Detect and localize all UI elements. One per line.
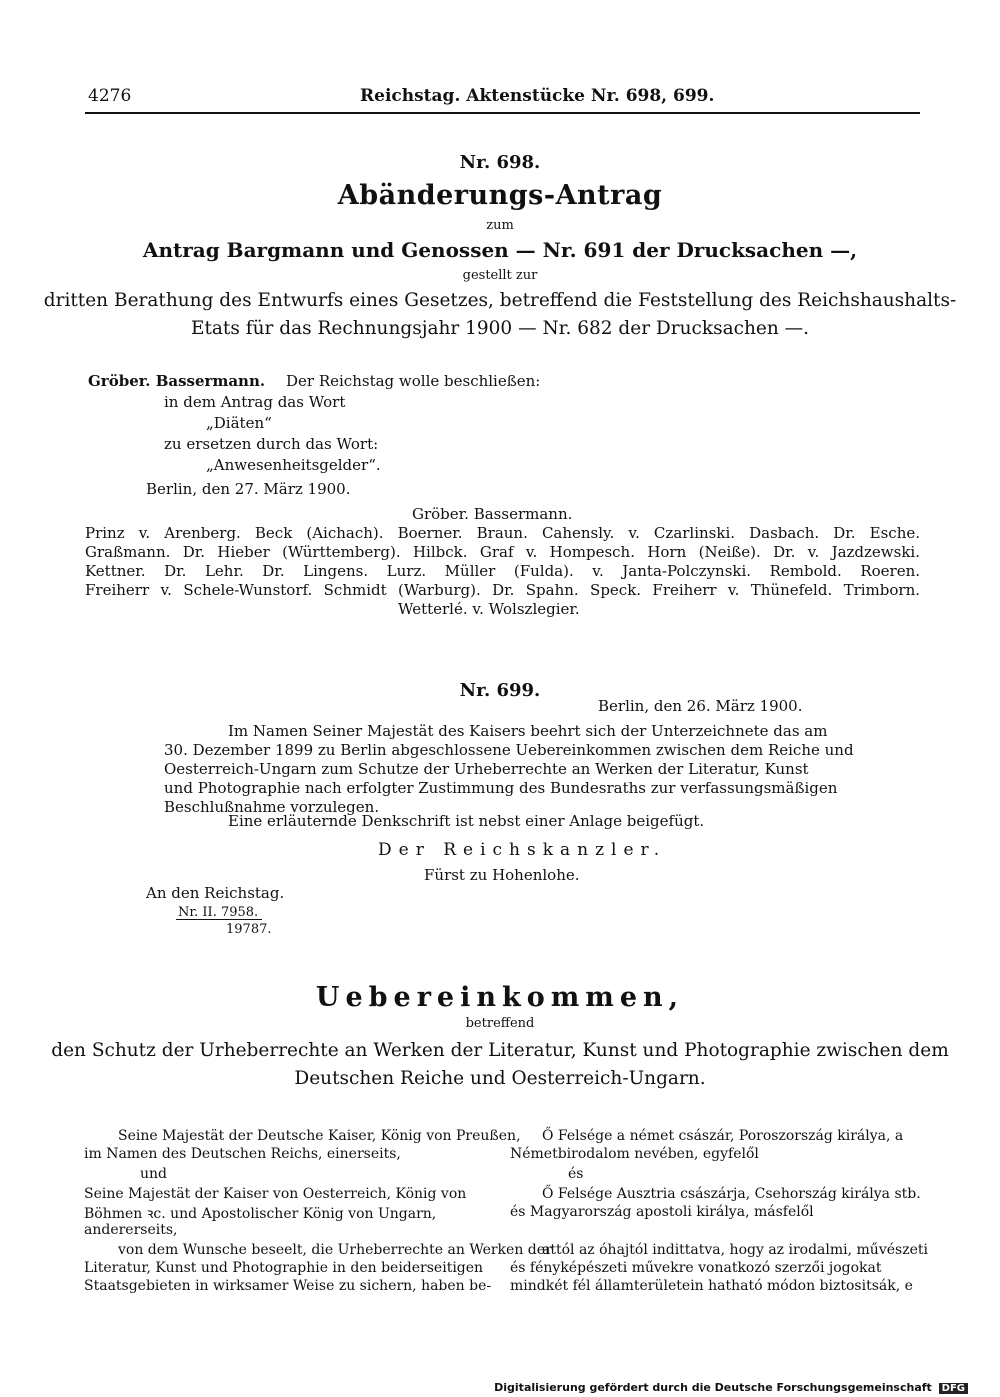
doc699-para-line: Beschlußnahme vorzulegen. — [164, 798, 380, 816]
doc698-signers-line: Kettner. Dr. Lehr. Dr. Lingens. Lurz. Müller (Fulda). v. Janta-Polczynski. Rembold. Roeren. — [85, 562, 920, 580]
doc698-proposers: Gröber. Bassermann. — [88, 372, 266, 390]
doc699-place-date: Berlin, den 26. März 1900. — [598, 697, 803, 715]
agreement-title: Uebereinkommen, — [315, 982, 685, 1013]
doc699-addressee: An den Reichstag. — [146, 884, 285, 902]
hungarian-line: Ő Felsége a német császár, Poroszország királya, a — [542, 1128, 904, 1144]
doc698-signers-line: Prinz v. Arenberg. Beck (Aichach). Boerner. Braun. Cahensly. v. Czarlinski. Dasbach. Dr. Esche. — [85, 524, 920, 542]
german-line: Staatsgebieten in wirksamer Weise zu sichern, haben be- — [84, 1278, 492, 1294]
german-line: Böhmen ꝛc. und Apostolischer König von Ungarn, — [84, 1206, 437, 1222]
doc699-ref-top: Nr. II. 7958. — [178, 905, 259, 920]
dfg-logo: DFG — [939, 1383, 968, 1394]
doc698-place-date: Berlin, den 27. März 1900. — [146, 480, 351, 498]
hungarian-line: Németbirodalom nevében, egyfelől — [510, 1146, 759, 1162]
reference-rule — [176, 919, 262, 920]
hungarian-line: és Magyarország apostoli királya, másfelől — [510, 1204, 814, 1220]
german-line: und — [140, 1166, 167, 1182]
doc699-signature-name: Fürst zu Hohenlohe. — [424, 866, 580, 884]
agreement-sub1: den Schutz der Urheberrechte an Werken der Literatur, Kunst und Photographie zwischen dem — [51, 1040, 949, 1061]
doc698-signers-last: Wetterlé. v. Wolszlegier. — [398, 600, 580, 618]
doc699-para-line: Oesterreich-Ungarn zum Schutze der Urheberrechte an Werken der Literatur, Kunst — [164, 760, 809, 778]
doc698-line1: dritten Berathung des Entwurfs eines Gesetzes, betreffend die Feststellung des Reichshaushalts- — [43, 290, 957, 311]
footer-credit — [494, 1381, 968, 1394]
doc698-signers-line: Graßmann. Dr. Hieber (Württemberg). Hilbck. Graf v. Hompesch. Horn (Neiße). Dr. v. Jazdzewski. — [85, 543, 920, 561]
doc699-ref-bottom: 19787. — [226, 922, 272, 937]
agreement-betreffend: betreffend — [465, 1016, 535, 1031]
doc699-para-line: 30. Dezember 1899 zu Berlin abgeschlossene Uebereinkommen zwischen dem Reiche und — [164, 741, 854, 759]
hungarian-line: és fényképészeti művekre vonatkozó szerzői jogokat — [510, 1260, 882, 1276]
doc698-body-line: „Anwesenheitsgelder“. — [206, 456, 381, 474]
doc698-subject: Antrag Bargmann und Genossen — Nr. 691 der Drucksachen —, — [142, 238, 858, 262]
doc698-signers-head: Gröber. Bassermann. — [412, 505, 573, 523]
doc698-intro: Der Reichstag wolle beschließen: — [286, 372, 541, 390]
doc698-title: Abänderungs-Antrag — [337, 180, 663, 211]
doc698-body-line: in dem Antrag das Wort — [164, 393, 346, 411]
hungarian-line: mindkét fél államterületein hatható módon biztositsák, e — [510, 1278, 913, 1294]
page-number: 4276 — [88, 86, 132, 106]
doc699-signature-title: Der Reichskanzler. — [378, 840, 667, 860]
doc698-signers-line: Freiherr v. Schele-Wunstorf. Schmidt (Warburg). Dr. Spahn. Speck. Freiherr v. Thünefeld. Trimborn. — [85, 581, 920, 599]
doc698-body-line: „Diäten“ — [206, 414, 272, 432]
doc698-gestellt: gestellt zur — [462, 268, 538, 283]
agreement-sub2: Deutschen Reiche und Oesterreich-Ungarn. — [294, 1068, 706, 1089]
german-line: im Namen des Deutschen Reichs, einerseits, — [84, 1146, 401, 1162]
doc698-number: Nr. 698. — [459, 152, 541, 173]
doc699-para-line: Im Namen Seiner Majestät des Kaisers beehrt sich der Unterzeichnete das am — [228, 722, 828, 740]
doc698-zum: zum — [486, 218, 514, 233]
doc698-body-line: zu ersetzen durch das Wort: — [164, 435, 379, 453]
footer-text: Digitalisierung gefördert durch die Deutsche Forschungsgemeinschaft — [494, 1381, 932, 1394]
german-line: von dem Wunsche beseelt, die Urheberrechte an Werken der — [118, 1242, 552, 1258]
doc699-para-line: und Photographie nach erfolgter Zustimmung des Bundesraths zur verfassungsmäßigen — [164, 779, 838, 797]
doc699-para2: Eine erläuternde Denkschrift ist nebst einer Anlage beigefügt. — [228, 812, 705, 830]
german-line: Literatur, Kunst und Photographie in den beiderseitigen — [84, 1260, 484, 1276]
doc699-number: Nr. 699. — [459, 680, 541, 701]
hungarian-line: és — [568, 1166, 584, 1182]
doc698-line2: Etats für das Rechnungsjahr 1900 — Nr. 682 der Drucksachen —. — [190, 318, 810, 339]
hungarian-line: attól az óhajtól indittatva, hogy az irodalmi, művészeti — [542, 1242, 928, 1258]
german-line: Seine Majestät der Deutsche Kaiser, König von Preußen, — [118, 1128, 521, 1144]
german-line: Seine Majestät der Kaiser von Oesterreich, König von — [84, 1186, 467, 1202]
german-line: andererseits, — [84, 1222, 178, 1238]
running-title: Reichstag. Aktenstücke Nr. 698, 699. — [360, 86, 715, 106]
header-rule — [85, 112, 920, 114]
hungarian-line: Ő Felsége Ausztria császárja, Csehország királya stb. — [542, 1186, 921, 1202]
